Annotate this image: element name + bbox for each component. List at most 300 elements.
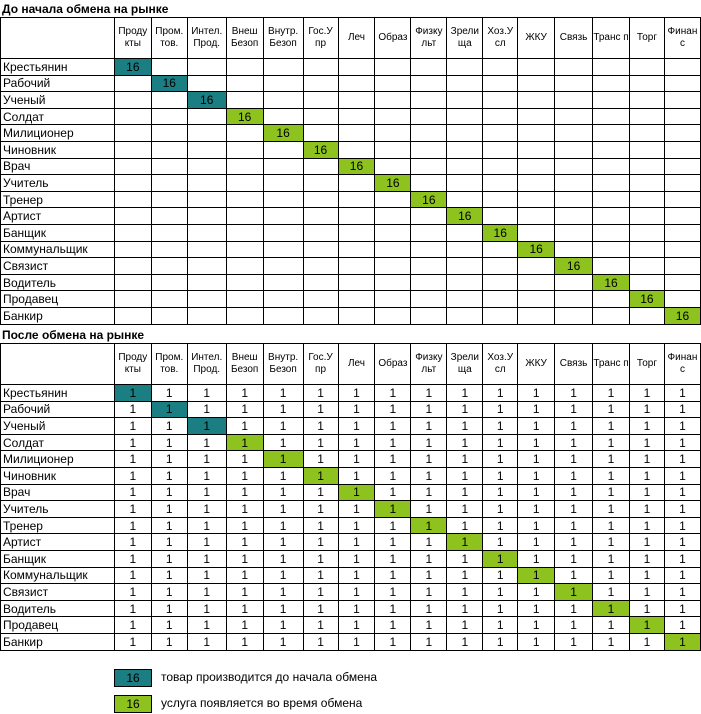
legend-service-swatch: 16 — [114, 695, 152, 713]
empty-cell — [187, 307, 226, 324]
column-header: Леч — [338, 344, 375, 385]
table-cell: 1 — [263, 418, 303, 435]
table-cell: 1 — [226, 501, 263, 518]
table-cell: 1 — [187, 451, 226, 468]
diagonal-cell: 16 — [593, 274, 630, 291]
table-cell: 1 — [303, 617, 338, 634]
empty-cell — [555, 175, 593, 192]
empty-cell — [447, 191, 483, 208]
empty-cell — [226, 175, 263, 192]
empty-cell — [226, 75, 263, 92]
empty-cell — [518, 75, 555, 92]
empty-cell — [303, 158, 338, 175]
empty-cell — [303, 75, 338, 92]
table-cell: 1 — [226, 567, 263, 584]
table-row — [1, 434, 701, 451]
table-cell: 1 — [518, 467, 555, 484]
table-cell: 1 — [151, 633, 187, 650]
empty-cell — [375, 158, 411, 175]
empty-cell — [411, 158, 447, 175]
column-header: Физку льт — [411, 344, 447, 385]
empty-cell — [555, 191, 593, 208]
empty-cell — [555, 75, 593, 92]
table-cell: 1 — [263, 534, 303, 551]
table-cell: 1 — [187, 567, 226, 584]
table-cell: 1 — [555, 501, 593, 518]
table-cell: 1 — [114, 534, 151, 551]
empty-cell — [375, 291, 411, 308]
empty-cell — [518, 208, 555, 225]
empty-cell — [447, 274, 483, 291]
column-header: Хоз.У сл — [483, 344, 518, 385]
table-row — [1, 401, 701, 418]
empty-cell — [593, 208, 630, 225]
empty-cell — [518, 258, 555, 275]
table-cell: 1 — [555, 385, 593, 402]
empty-cell — [151, 158, 187, 175]
empty-cell — [518, 125, 555, 142]
diagonal-cell: 1 — [303, 467, 338, 484]
table-cell: 1 — [629, 600, 664, 617]
empty-cell — [187, 59, 226, 76]
empty-cell — [518, 158, 555, 175]
empty-cell — [664, 108, 700, 125]
empty-cell — [664, 59, 700, 76]
table-row — [1, 158, 701, 175]
table-cell: 1 — [483, 567, 518, 584]
empty-cell — [518, 307, 555, 324]
empty-cell — [375, 141, 411, 158]
table-cell: 1 — [375, 484, 411, 501]
empty-cell — [483, 75, 518, 92]
table-cell: 1 — [263, 567, 303, 584]
empty-cell — [447, 307, 483, 324]
column-header: Внеш Безоп — [226, 344, 263, 385]
table-cell: 1 — [375, 434, 411, 451]
empty-cell — [338, 125, 375, 142]
table-cell: 1 — [555, 550, 593, 567]
column-header: Транс п — [593, 344, 630, 385]
table-cell: 1 — [593, 385, 630, 402]
empty-cell — [629, 258, 664, 275]
table-cell: 1 — [411, 600, 447, 617]
empty-cell — [303, 175, 338, 192]
table-cell: 1 — [151, 484, 187, 501]
empty-cell — [187, 75, 226, 92]
table-cell: 1 — [629, 484, 664, 501]
table-cell: 1 — [411, 451, 447, 468]
table-cell: 1 — [518, 600, 555, 617]
table-cell: 1 — [664, 534, 700, 551]
row-label: Милиционер — [1, 125, 115, 142]
empty-cell — [187, 258, 226, 275]
table-row — [1, 141, 701, 158]
table-cell: 1 — [629, 517, 664, 534]
empty-cell — [629, 125, 664, 142]
diagonal-cell: 1 — [555, 584, 593, 601]
diagonal-cell: 16 — [629, 291, 664, 308]
table-cell: 1 — [151, 600, 187, 617]
table-cell: 1 — [664, 451, 700, 468]
table-cell: 1 — [338, 633, 375, 650]
table-row — [1, 224, 701, 241]
empty-cell — [555, 274, 593, 291]
table-cell: 1 — [375, 517, 411, 534]
table-cell: 1 — [338, 584, 375, 601]
empty-cell — [226, 241, 263, 258]
table-cell: 1 — [187, 501, 226, 518]
empty-cell — [555, 141, 593, 158]
table-cell: 1 — [664, 584, 700, 601]
empty-cell — [114, 241, 151, 258]
diagonal-cell: 1 — [629, 617, 664, 634]
empty-cell — [375, 224, 411, 241]
empty-cell — [338, 241, 375, 258]
table-cell: 1 — [447, 617, 483, 634]
empty-cell — [263, 274, 303, 291]
table-cell: 1 — [226, 584, 263, 601]
empty-cell — [187, 208, 226, 225]
empty-cell — [151, 59, 187, 76]
empty-cell — [593, 158, 630, 175]
empty-cell — [263, 191, 303, 208]
table-cell: 1 — [338, 501, 375, 518]
after-exchange-table — [0, 343, 701, 651]
empty-cell — [303, 274, 338, 291]
table-cell: 1 — [187, 517, 226, 534]
corner-cell — [1, 344, 115, 385]
table-cell: 1 — [375, 534, 411, 551]
table-cell: 1 — [664, 550, 700, 567]
empty-cell — [187, 241, 226, 258]
row-label: Банщик — [1, 550, 115, 567]
table-cell: 1 — [114, 434, 151, 451]
table-cell: 1 — [555, 567, 593, 584]
empty-cell — [483, 241, 518, 258]
table-cell: 1 — [555, 617, 593, 634]
empty-cell — [375, 59, 411, 76]
table-row — [1, 191, 701, 208]
table-cell: 1 — [303, 385, 338, 402]
empty-cell — [187, 224, 226, 241]
empty-cell — [226, 158, 263, 175]
empty-cell — [447, 75, 483, 92]
table-row — [1, 307, 701, 324]
empty-cell — [555, 59, 593, 76]
column-header: Образ — [375, 18, 411, 59]
empty-cell — [151, 191, 187, 208]
table-cell: 1 — [629, 434, 664, 451]
table-cell: 1 — [263, 517, 303, 534]
table-cell: 1 — [303, 550, 338, 567]
table-cell: 1 — [483, 401, 518, 418]
table-cell: 1 — [114, 418, 151, 435]
empty-cell — [263, 224, 303, 241]
table-cell: 1 — [629, 567, 664, 584]
table-cell: 1 — [447, 434, 483, 451]
table-cell: 1 — [375, 584, 411, 601]
diagonal-cell: 16 — [187, 92, 226, 109]
empty-cell — [187, 158, 226, 175]
diagonal-cell: 1 — [114, 385, 151, 402]
column-header: ЖКУ — [518, 344, 555, 385]
empty-cell — [593, 241, 630, 258]
empty-cell — [483, 92, 518, 109]
table-row — [1, 258, 701, 275]
empty-cell — [483, 59, 518, 76]
table-cell: 1 — [518, 401, 555, 418]
table-cell: 1 — [226, 401, 263, 418]
table-cell: 1 — [375, 600, 411, 617]
table-cell: 1 — [303, 418, 338, 435]
table-cell: 1 — [114, 451, 151, 468]
empty-cell — [593, 224, 630, 241]
empty-cell — [338, 274, 375, 291]
table-cell: 1 — [483, 501, 518, 518]
table-cell: 1 — [483, 584, 518, 601]
empty-cell — [593, 108, 630, 125]
empty-cell — [555, 92, 593, 109]
table-cell: 1 — [338, 517, 375, 534]
table-cell: 1 — [263, 617, 303, 634]
diagonal-cell: 16 — [151, 75, 187, 92]
table-cell: 1 — [518, 633, 555, 650]
empty-cell — [518, 274, 555, 291]
column-header: Проду кты — [114, 344, 151, 385]
diagonal-cell: 1 — [664, 633, 700, 650]
legend-product-text: товар производится до начала обмена — [161, 670, 378, 684]
table-cell: 1 — [447, 467, 483, 484]
empty-cell — [151, 175, 187, 192]
empty-cell — [555, 291, 593, 308]
diagonal-cell: 1 — [338, 484, 375, 501]
table-cell: 1 — [187, 467, 226, 484]
empty-cell — [338, 59, 375, 76]
table-row — [1, 600, 701, 617]
table-row — [1, 291, 701, 308]
table-cell: 1 — [226, 534, 263, 551]
table-cell: 1 — [483, 633, 518, 650]
table-cell: 1 — [483, 467, 518, 484]
empty-cell — [483, 141, 518, 158]
table-row — [1, 208, 701, 225]
table-cell: 1 — [518, 617, 555, 634]
row-label: Артист — [1, 208, 115, 225]
table-row — [1, 501, 701, 518]
table-cell: 1 — [187, 550, 226, 567]
table-cell: 1 — [187, 484, 226, 501]
table-cell: 1 — [151, 385, 187, 402]
empty-cell — [483, 125, 518, 142]
table-cell: 1 — [593, 418, 630, 435]
table-cell: 1 — [226, 451, 263, 468]
empty-cell — [263, 108, 303, 125]
row-label: Учитель — [1, 501, 115, 518]
empty-cell — [518, 224, 555, 241]
row-label: Врач — [1, 158, 115, 175]
empty-cell — [411, 75, 447, 92]
table-cell: 1 — [151, 434, 187, 451]
empty-cell — [411, 307, 447, 324]
diagonal-cell: 16 — [483, 224, 518, 241]
table-cell: 1 — [303, 633, 338, 650]
empty-cell — [629, 158, 664, 175]
table-cell: 1 — [518, 484, 555, 501]
table-cell: 1 — [303, 534, 338, 551]
table-cell: 1 — [303, 567, 338, 584]
empty-cell — [226, 291, 263, 308]
empty-cell — [664, 191, 700, 208]
empty-cell — [338, 291, 375, 308]
empty-cell — [411, 108, 447, 125]
table-cell: 1 — [664, 517, 700, 534]
empty-cell — [411, 208, 447, 225]
table-cell: 1 — [555, 534, 593, 551]
table-cell: 1 — [303, 517, 338, 534]
empty-cell — [338, 224, 375, 241]
empty-cell — [593, 125, 630, 142]
table-cell: 1 — [664, 617, 700, 634]
empty-cell — [375, 241, 411, 258]
table-cell: 1 — [187, 617, 226, 634]
table-row — [1, 125, 701, 142]
column-header: Физку льт — [411, 18, 447, 59]
empty-cell — [375, 274, 411, 291]
table-cell: 1 — [187, 600, 226, 617]
empty-cell — [303, 307, 338, 324]
table-cell: 1 — [263, 434, 303, 451]
column-header: Внутр. Безоп — [263, 344, 303, 385]
diagonal-cell: 1 — [151, 401, 187, 418]
table-cell: 1 — [593, 584, 630, 601]
before-exchange-table — [0, 17, 701, 325]
empty-cell — [226, 191, 263, 208]
empty-cell — [114, 175, 151, 192]
empty-cell — [518, 141, 555, 158]
table-cell: 1 — [593, 617, 630, 634]
table-cell: 1 — [226, 600, 263, 617]
row-label: Ученый — [1, 92, 115, 109]
empty-cell — [114, 258, 151, 275]
column-header: Внеш Безоп — [226, 18, 263, 59]
table-cell: 1 — [629, 584, 664, 601]
table-cell: 1 — [447, 484, 483, 501]
empty-cell — [226, 258, 263, 275]
table-cell: 1 — [375, 385, 411, 402]
table-cell: 1 — [518, 534, 555, 551]
row-label: Тренер — [1, 517, 115, 534]
column-header: Проду кты — [114, 18, 151, 59]
empty-cell — [483, 258, 518, 275]
table-cell: 1 — [447, 385, 483, 402]
empty-cell — [187, 175, 226, 192]
empty-cell — [226, 208, 263, 225]
empty-cell — [114, 291, 151, 308]
table-cell: 1 — [664, 467, 700, 484]
table-cell: 1 — [338, 385, 375, 402]
table-cell: 1 — [555, 434, 593, 451]
row-label: Крестьянин — [1, 59, 115, 76]
empty-cell — [447, 141, 483, 158]
after-exchange-title: После обмена на рынке — [2, 328, 145, 342]
empty-cell — [593, 92, 630, 109]
table-cell: 1 — [447, 451, 483, 468]
empty-cell — [338, 175, 375, 192]
table-cell: 1 — [114, 467, 151, 484]
empty-cell — [303, 291, 338, 308]
table-cell: 1 — [555, 633, 593, 650]
empty-cell — [303, 241, 338, 258]
column-header: Связь — [555, 18, 593, 59]
empty-cell — [151, 92, 187, 109]
empty-cell — [629, 191, 664, 208]
empty-cell — [555, 108, 593, 125]
table-cell: 1 — [226, 484, 263, 501]
table-cell: 1 — [151, 467, 187, 484]
empty-cell — [226, 274, 263, 291]
table-cell: 1 — [664, 501, 700, 518]
empty-cell — [664, 208, 700, 225]
empty-cell — [411, 59, 447, 76]
empty-cell — [483, 108, 518, 125]
table-cell: 1 — [375, 467, 411, 484]
table-row — [1, 484, 701, 501]
table-cell: 1 — [263, 385, 303, 402]
empty-cell — [151, 125, 187, 142]
table-row — [1, 617, 701, 634]
table-cell: 1 — [555, 401, 593, 418]
legend-service-text: услуга появляется во время обмена — [161, 696, 363, 710]
table-cell: 1 — [303, 434, 338, 451]
row-label: Артист — [1, 534, 115, 551]
column-header: Зрели ща — [447, 18, 483, 59]
row-label: Связист — [1, 584, 115, 601]
empty-cell — [483, 175, 518, 192]
column-header: Интел. Прод. — [187, 18, 226, 59]
table-cell: 1 — [518, 451, 555, 468]
table-cell: 1 — [151, 584, 187, 601]
table-cell: 1 — [151, 517, 187, 534]
table-cell: 1 — [555, 484, 593, 501]
diagonal-cell: 1 — [411, 517, 447, 534]
empty-cell — [114, 92, 151, 109]
table-cell: 1 — [483, 517, 518, 534]
empty-cell — [263, 75, 303, 92]
table-cell: 1 — [593, 567, 630, 584]
table-cell: 1 — [263, 467, 303, 484]
empty-cell — [629, 59, 664, 76]
empty-cell — [226, 92, 263, 109]
table-cell: 1 — [518, 501, 555, 518]
empty-cell — [114, 125, 151, 142]
table-cell: 1 — [375, 617, 411, 634]
table-cell: 1 — [226, 550, 263, 567]
table-cell: 1 — [338, 600, 375, 617]
empty-cell — [114, 224, 151, 241]
empty-cell — [629, 108, 664, 125]
table-cell: 1 — [375, 451, 411, 468]
table-cell: 1 — [447, 401, 483, 418]
empty-cell — [593, 175, 630, 192]
table-cell: 1 — [263, 584, 303, 601]
diagonal-cell: 1 — [483, 550, 518, 567]
empty-cell — [447, 92, 483, 109]
table-cell: 1 — [411, 401, 447, 418]
empty-cell — [375, 258, 411, 275]
table-cell: 1 — [187, 534, 226, 551]
empty-cell — [593, 291, 630, 308]
empty-cell — [664, 175, 700, 192]
